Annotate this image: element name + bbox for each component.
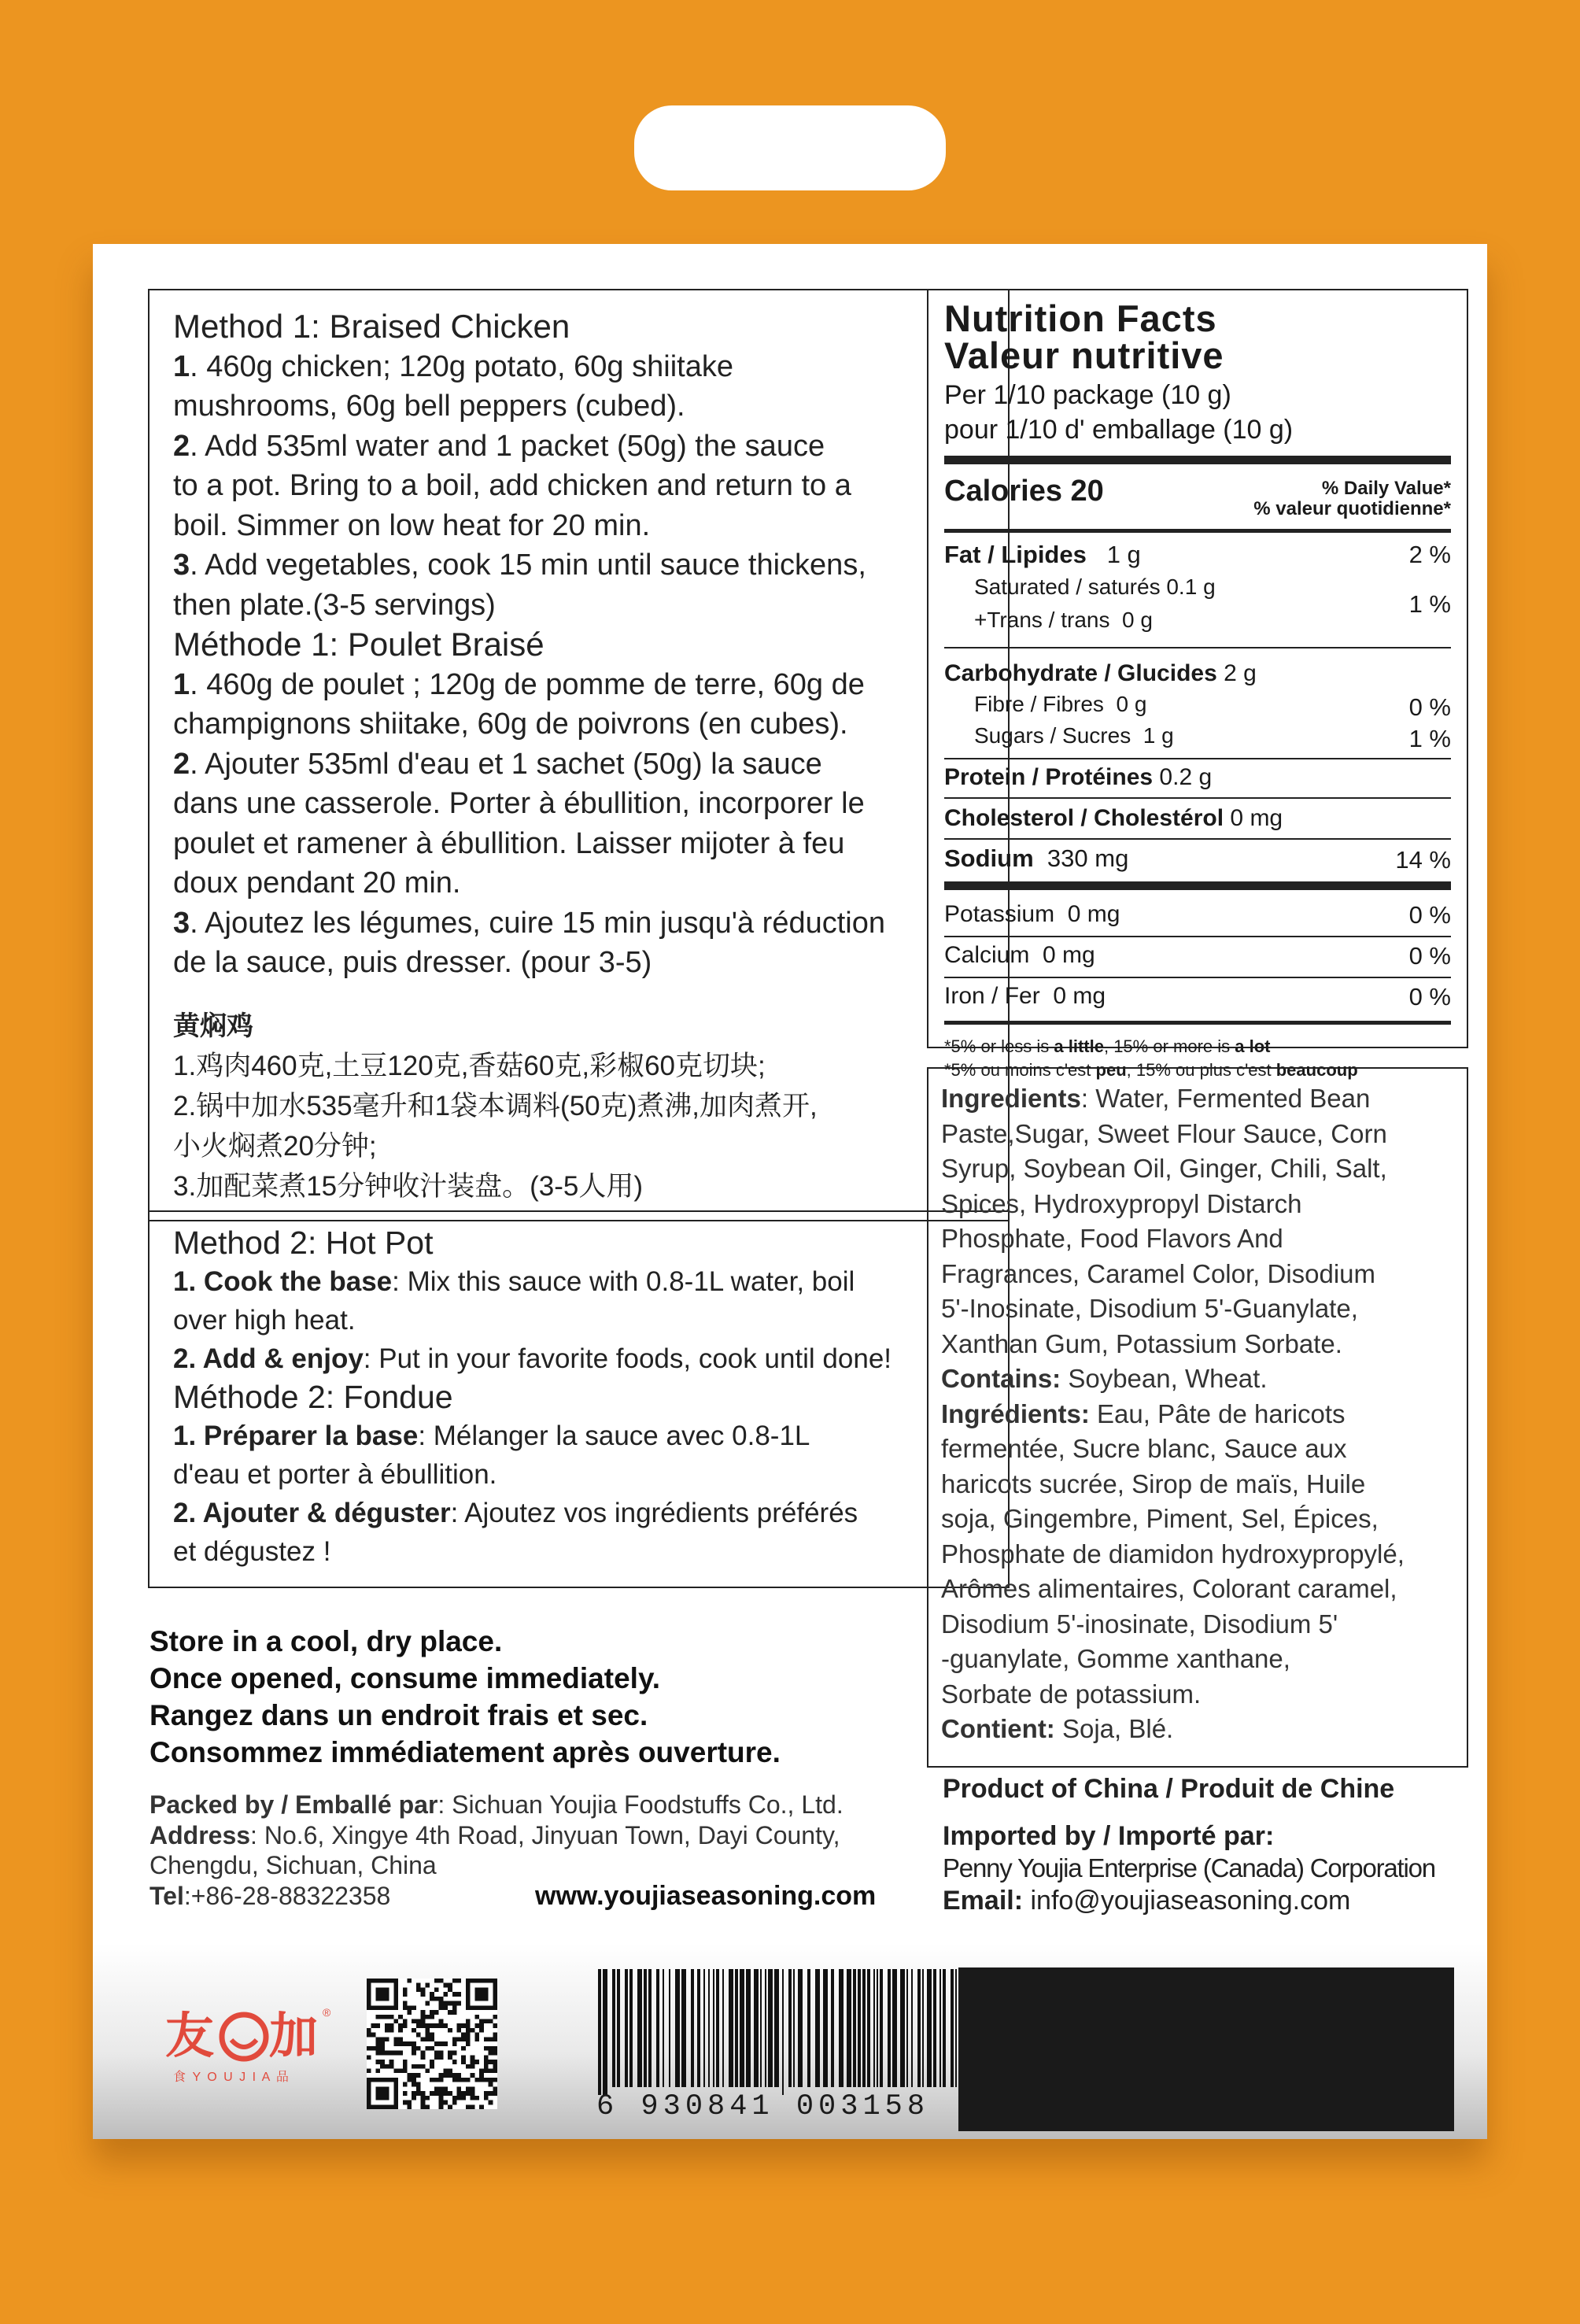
ingredients-value: Soja, Blé. bbox=[1054, 1714, 1174, 1743]
barcode-icon bbox=[593, 1969, 980, 2126]
ingredients-value: Spices, Hydroxypropyl Distarch bbox=[941, 1188, 1302, 1218]
carb-row: Carbohydrate / Glucides 2 g bbox=[944, 660, 1257, 686]
ingredients-value: Phosphate de diamidon hydroxypropylé, bbox=[941, 1539, 1405, 1568]
origin-info bbox=[943, 1771, 1493, 1917]
ingredients-line bbox=[941, 1397, 1460, 1432]
method2-fr-title: Méthode 2: Fondue bbox=[173, 1379, 453, 1415]
step-text: et dégustez ! bbox=[173, 1536, 331, 1567]
hang-hole-tab bbox=[634, 105, 946, 190]
product-of-china: Product of China / Produit de Chine bbox=[943, 1774, 1395, 1804]
svg-text:友: 友 bbox=[165, 2007, 215, 2064]
nutrition-title-en: Nutrition Facts bbox=[944, 297, 1217, 339]
iron-row: Iron / Fer 0 mg bbox=[944, 983, 1106, 1009]
method-step-line bbox=[173, 386, 1007, 427]
method-step-line bbox=[173, 1339, 1007, 1378]
youjia-logo-icon bbox=[165, 1999, 346, 2093]
calories: Calories 20 bbox=[944, 475, 1104, 508]
potassium-row: Potassium 0 mg bbox=[944, 901, 1120, 927]
ingredients-value: Soybean, Wheat. bbox=[1061, 1364, 1268, 1393]
method-step-line-zh: 1.鸡肉460克,土豆120克,香菇60克,彩椒60克切块; bbox=[173, 1051, 766, 1081]
method-step-line bbox=[173, 586, 1007, 626]
ingredients-line bbox=[941, 1677, 1460, 1713]
step-text: doux pendant 20 min. bbox=[173, 866, 461, 900]
sodium-pct: 14 % bbox=[1395, 846, 1451, 874]
sat-trans-pct: 1 % bbox=[1408, 590, 1451, 618]
ingredients-line bbox=[941, 1467, 1460, 1502]
ingredients-line bbox=[941, 1117, 1460, 1152]
ingredients-line bbox=[941, 1362, 1460, 1397]
step-lead: 2. Ajouter & déguster bbox=[173, 1498, 451, 1528]
storage-line: Rangez dans un endroit frais et sec. bbox=[150, 1699, 648, 1731]
footnote-fr: *5% ou moins c'est peu, 15% ou plus c'est beaucoup bbox=[944, 1060, 1358, 1080]
ingredients-line bbox=[941, 1712, 1460, 1747]
storage-line: Once opened, consume immediately. bbox=[150, 1662, 661, 1694]
method-step-line-zh: 3.加配菜煮15分钟收汁装盘。(3-5人用) bbox=[173, 1171, 644, 1202]
method-step-line bbox=[173, 506, 1007, 546]
step-text: to a pot. Bring to a boil, add chicken and return to a bbox=[173, 469, 851, 502]
method-step-line bbox=[173, 1417, 1007, 1455]
step-number: 3 bbox=[173, 906, 190, 940]
ingredients-value: Syrup, Soybean Oil, Ginger, Chili, Salt, bbox=[941, 1154, 1387, 1183]
ingredients-line bbox=[941, 1257, 1460, 1292]
ingredients-line bbox=[941, 1642, 1460, 1677]
ingredients-line bbox=[941, 1151, 1460, 1187]
ingredients-heading: Ingrédients: bbox=[941, 1398, 1090, 1428]
ingredients-value: Arômes alimentaires, Colorant caramel, bbox=[941, 1574, 1397, 1603]
step-text: champignons shiitake, 60g de poivrons (en cubes). bbox=[173, 708, 848, 741]
sugar-row: Sugars / Sucres 1 g bbox=[974, 723, 1174, 748]
method-step-line bbox=[173, 427, 1007, 467]
method2-en-steps bbox=[173, 1262, 1007, 1378]
method-step-line bbox=[173, 347, 1007, 387]
step-text: . Add 535ml water and 1 packet (50g) the sauce bbox=[190, 429, 825, 463]
imported-by-label: Imported by / Importé par: bbox=[943, 1821, 1275, 1851]
cholesterol-row: Cholesterol / Cholestérol 0 mg bbox=[944, 805, 1283, 831]
nutrition-title-fr: Valeur nutritive bbox=[944, 334, 1224, 376]
ingredients-line bbox=[941, 1327, 1460, 1362]
ingredients-value: Xanthan Gum, Potassium Sorbate. bbox=[941, 1328, 1342, 1358]
step-text: : Mélanger la sauce avec 0.8-1L bbox=[418, 1421, 810, 1451]
ingredients-value: : Water, Fermented Bean bbox=[1080, 1084, 1371, 1113]
calcium-row: Calcium 0 mg bbox=[944, 942, 1095, 968]
step-number: 3 bbox=[173, 549, 190, 582]
barcode-digits: 6 930841 003158 bbox=[596, 2090, 930, 2123]
method-step-line-zh: 2.锅中加水535毫升和1袋本调料(50克)煮沸,加肉煮开, bbox=[173, 1091, 818, 1121]
method-step-line bbox=[173, 943, 1007, 983]
method-step-line bbox=[173, 1455, 1007, 1494]
ingredients-line bbox=[941, 1502, 1460, 1537]
ingredients-value: Sorbate de potassium. bbox=[941, 1679, 1202, 1709]
ingredients-text bbox=[941, 1081, 1460, 1747]
svg-text:®: ® bbox=[323, 2006, 331, 2019]
step-text: . Add vegetables, cook 15 min until sauce thickens, bbox=[190, 549, 866, 582]
fibre-row: Fibre / Fibres 0 g bbox=[974, 692, 1147, 716]
ingredients-value: Eau, Pâte de haricots bbox=[1089, 1398, 1346, 1428]
method2-en-title: Method 2: Hot Pot bbox=[173, 1225, 434, 1261]
storage-line: Consommez immédiatement après ouverture. bbox=[150, 1736, 781, 1768]
step-text: de la sauce, puis dresser. (pour 3-5) bbox=[173, 946, 652, 979]
ingredients-value: Phosphate, Food Flavors And bbox=[941, 1224, 1283, 1253]
step-number: 2 bbox=[173, 429, 190, 463]
step-number: 2 bbox=[173, 747, 190, 781]
method1-fr-steps bbox=[173, 665, 1007, 983]
step-text: d'eau et porter à ébullition. bbox=[173, 1459, 497, 1490]
black-block bbox=[958, 1967, 1454, 2131]
method-step-line bbox=[173, 1532, 1007, 1571]
calcium-pct: 0 % bbox=[1408, 942, 1451, 970]
svg-text:食 Y O U J I A 品: 食 Y O U J I A 品 bbox=[173, 2071, 290, 2084]
daily-value-en: % Daily Value* bbox=[1321, 478, 1451, 499]
step-text: . 460g de poulet ; 120g de pomme de terre, 60g de bbox=[190, 667, 865, 701]
ingredients-line bbox=[941, 1432, 1460, 1467]
ingredients-value: -guanylate, Gomme xanthane, bbox=[941, 1644, 1290, 1673]
potassium-pct: 0 % bbox=[1408, 901, 1451, 929]
ingredients-line bbox=[941, 1607, 1460, 1642]
method1-en-steps bbox=[173, 347, 1007, 626]
daily-value-fr: % valeur quotidienne* bbox=[1253, 498, 1451, 519]
packer-info: Packed by / Emballé par: Sichuan Youjia Foodstuffs Co., Ltd. Address: No.6, Xingye 4th Road, Jinyuan Town, Dayi County, Chengdu, Sichuan, China Tel:+86-28-88322358 www.youjiaseasoning.com bbox=[150, 1790, 877, 1911]
method-step-line bbox=[173, 903, 1007, 944]
website-link[interactable]: www.youjiaseasoning.com bbox=[535, 1880, 877, 1911]
method1-fr-title: Méthode 1: Poulet Braisé bbox=[173, 626, 545, 663]
ingredients-line bbox=[941, 1572, 1460, 1607]
ingredients-value: Disodium 5'-inosinate, Disodium 5' bbox=[941, 1609, 1338, 1639]
svg-text:加: 加 bbox=[269, 2007, 319, 2064]
method-step-line bbox=[173, 665, 1007, 705]
footnote-en: *5% or less is a little, 15% or more is a lot bbox=[944, 1036, 1271, 1056]
step-text: mushrooms, 60g bell peppers (cubed). bbox=[173, 390, 685, 423]
step-text: poulet et ramener à ébullition. Laisser mijoter à feu bbox=[173, 826, 845, 860]
method-step-line bbox=[173, 704, 1007, 744]
serving-fr: pour 1/10 d' emballage (10 g) bbox=[944, 415, 1294, 445]
method1-zh-title: 黄焖鸡 bbox=[173, 1011, 253, 1041]
storage-line: Store in a cool, dry place. bbox=[150, 1625, 503, 1657]
ingredients-heading: Contient: bbox=[941, 1714, 1055, 1743]
ingredients-line bbox=[941, 1081, 1460, 1117]
trans-row: +Trans / trans 0 g bbox=[974, 608, 1153, 632]
method-step-line bbox=[173, 1494, 1007, 1532]
method1-text bbox=[173, 307, 1007, 1206]
method-step-line bbox=[173, 1301, 1007, 1339]
method-step-line bbox=[173, 784, 1007, 824]
saturated-row: Saturated / saturés 0.1 g bbox=[974, 575, 1216, 599]
method-step-line bbox=[173, 466, 1007, 506]
step-number: 1 bbox=[173, 667, 190, 701]
ingredients-line bbox=[941, 1187, 1460, 1222]
step-text: . Ajoutez les légumes, cuire 15 min jusqu'à réduction bbox=[190, 906, 885, 940]
importer-name: Penny Youjia Enterprise (Canada) Corporation bbox=[943, 1853, 1435, 1882]
method-step-line bbox=[173, 744, 1007, 785]
email-row: Email: info@youjiaseasoning.com bbox=[943, 1886, 1351, 1916]
serving-en: Per 1/10 package (10 g) bbox=[944, 380, 1231, 410]
step-text: . 460g chicken; 120g potato, 60g shiitake bbox=[190, 349, 733, 383]
sodium-row: Sodium 330 mg bbox=[944, 844, 1129, 872]
ingredients-value: soja, Gingembre, Piment, Sel, Épices, bbox=[941, 1504, 1379, 1533]
step-lead: 1. Cook the base bbox=[173, 1266, 393, 1297]
ingredients-value: fermentée, Sucre blanc, Sauce aux bbox=[941, 1434, 1347, 1463]
step-text: then plate.(3-5 servings) bbox=[173, 588, 496, 622]
step-text: : Mix this sauce with 0.8-1L water, boil bbox=[392, 1266, 855, 1297]
method-step-line-zh: 小火焖煮20分钟; bbox=[173, 1131, 377, 1162]
step-lead: 2. Add & enjoy bbox=[173, 1343, 364, 1374]
method-step-line bbox=[173, 545, 1007, 586]
fat-row: Fat / Lipides 1 g bbox=[944, 541, 1141, 568]
method2-fr-steps bbox=[173, 1417, 1007, 1571]
ingredients-line bbox=[941, 1291, 1460, 1327]
method1-zh-steps bbox=[173, 1046, 1007, 1206]
step-text: boil. Simmer on low heat for 20 min. bbox=[173, 508, 651, 542]
ingredients-line bbox=[941, 1537, 1460, 1572]
ingredients-value: Paste,Sugar, Sweet Flour Sauce, Corn bbox=[941, 1118, 1387, 1148]
step-text: dans une casserole. Porter à ébullition, incorporer le bbox=[173, 787, 865, 820]
label-panel bbox=[93, 244, 1487, 2139]
method1-en-title: Method 1: Braised Chicken bbox=[173, 308, 570, 345]
step-text: . Ajouter 535ml d'eau et 1 sachet (50g) la sauce bbox=[190, 747, 822, 781]
ingredients-value: haricots sucrée, Sirop de maïs, Huile bbox=[941, 1469, 1366, 1498]
fibre-pct: 0 % bbox=[1408, 693, 1451, 721]
method2-text bbox=[173, 1224, 1007, 1571]
ingredients-value: 5'-Inosinate, Disodium 5'-Guanylate, bbox=[941, 1294, 1358, 1323]
method-step-line bbox=[173, 863, 1007, 903]
qr-code-icon bbox=[367, 1979, 497, 2109]
step-number: 1 bbox=[173, 349, 190, 383]
ingredients-value: Fragrances, Caramel Color, Disodium bbox=[941, 1258, 1376, 1288]
method-step-line bbox=[173, 1262, 1007, 1301]
step-text: over high heat. bbox=[173, 1305, 356, 1336]
storage-instructions bbox=[150, 1623, 781, 1771]
step-text: : Put in your favorite foods, cook until done! bbox=[363, 1343, 892, 1374]
fat-pct: 2 % bbox=[1408, 541, 1451, 568]
step-text: : Ajoutez vos ingrédients préférés bbox=[450, 1498, 858, 1528]
sugar-pct: 1 % bbox=[1408, 725, 1451, 752]
step-lead: 1. Préparer la base bbox=[173, 1421, 419, 1451]
ingredients-heading: Ingredients bbox=[941, 1084, 1081, 1113]
protein-row: Protein / Protéines 0.2 g bbox=[944, 764, 1213, 790]
ingredients-line bbox=[941, 1221, 1460, 1257]
iron-pct: 0 % bbox=[1408, 983, 1451, 1011]
ingredients-heading: Contains: bbox=[941, 1364, 1061, 1393]
method-step-line bbox=[173, 824, 1007, 864]
